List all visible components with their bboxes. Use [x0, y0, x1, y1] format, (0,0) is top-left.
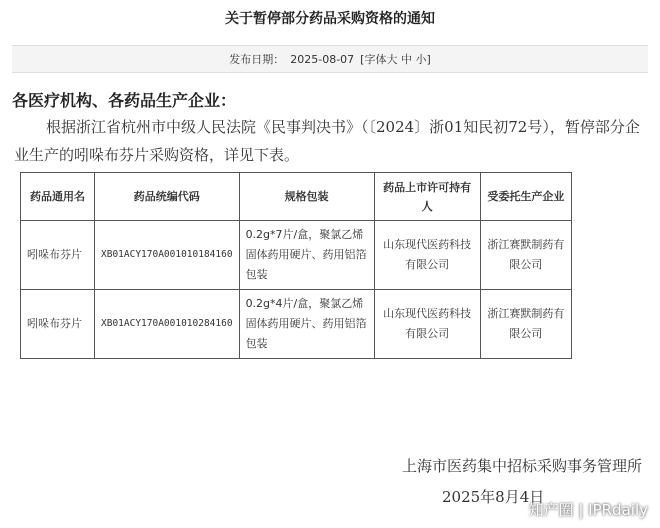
- cell-license-holder: 山东现代医药科技有限公司: [374, 221, 480, 290]
- publish-date-label: 发布日期：: [229, 53, 285, 66]
- cell-drug-code: XB01ACY170A001010184160: [95, 221, 240, 290]
- drug-table: [20, 172, 572, 359]
- salutation: 各医疗机构、各药品生产企业：: [12, 91, 237, 110]
- cell-license-holder: 山东现代医药科技有限公司: [374, 290, 480, 359]
- header-drug-code: 药品统编代码: [95, 173, 240, 221]
- font-size-control: [360, 51, 431, 67]
- cell-drug-code: XB01ACY170A001010284160: [95, 290, 240, 359]
- signature-date: 2025年8月4日: [442, 488, 545, 506]
- font-size-medium-link[interactable]: 中: [400, 53, 412, 66]
- meta-bar: [12, 45, 648, 73]
- header-manufacturer: 受委托生产企业: [480, 173, 571, 221]
- header-spec: 规格包装: [239, 173, 374, 221]
- cell-drug-name: 吲哚布芬片: [21, 290, 95, 359]
- page-title: 关于暂停部分药品采购资格的通知: [225, 11, 435, 27]
- cell-manufacturer: 浙江赛默制药有限公司: [480, 290, 571, 359]
- wechat-icon: [509, 502, 525, 518]
- cell-spec: 0.2g*4片/盒，聚氯乙烯固体药用硬片、药用铝箔包装: [239, 290, 374, 359]
- header-drug-name: 药品通用名: [21, 173, 95, 221]
- cell-drug-name: 吲哚布芬片: [21, 221, 95, 290]
- cell-spec: 0.2g*7片/盒，聚氯乙烯固体药用硬片、药用铝箔包装: [239, 221, 374, 290]
- watermark: [509, 499, 648, 520]
- font-size-large-link[interactable]: 大: [386, 53, 398, 66]
- font-size-close: ]: [426, 53, 431, 66]
- table-row: [21, 290, 572, 359]
- table-header-row: [21, 173, 572, 221]
- header-license-holder: 药品上市许可持有人: [374, 173, 480, 221]
- publish-date: 2025-08-07: [290, 52, 355, 66]
- body-paragraph: 根据浙江省杭州市中级人民法院《民事判决书》（〔2024〕浙01知民初72号），暂停部分企业生产的吲哚布芬片采购资格，详见下表。: [14, 118, 640, 164]
- font-size-small-link[interactable]: 小: [415, 53, 427, 66]
- cell-manufacturer: 浙江赛默制药有限公司: [480, 221, 571, 290]
- font-size-open: [字体: [360, 53, 387, 66]
- table-row: [21, 221, 572, 290]
- signature-org: 上海市医药集中招标采购事务管理所: [401, 457, 642, 475]
- watermark-text: 知产圈 | IPRdaily: [528, 501, 648, 519]
